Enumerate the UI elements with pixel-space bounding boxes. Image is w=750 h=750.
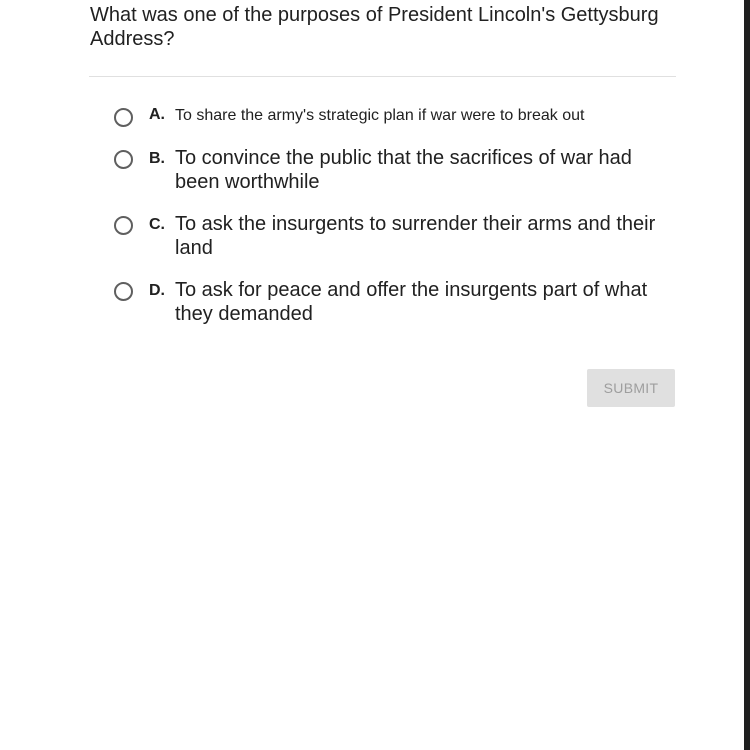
answer-option-d[interactable] — [114, 278, 674, 328]
option-text-d: To ask for peace and offer the insurgents part of what they demanded — [175, 279, 648, 325]
question-divider — [89, 76, 676, 77]
radio-button-d[interactable] — [114, 282, 133, 301]
option-letter-b: B. — [149, 150, 165, 167]
answer-option-c[interactable] — [114, 212, 674, 262]
question-text: What was one of the purposes of President Lincoln's Gettysburg Address? — [90, 4, 659, 50]
option-text-b: To convince the public that the sacrifices of war had been worthwhile — [175, 147, 632, 193]
window-edge — [744, 0, 750, 750]
option-letter-d: D. — [149, 282, 165, 299]
submit-button[interactable]: SUBMIT — [587, 369, 675, 407]
radio-button-b[interactable] — [114, 150, 133, 169]
answer-option-b[interactable] — [114, 146, 674, 196]
answer-option-a[interactable] — [114, 104, 674, 132]
option-letter-c: C. — [149, 216, 165, 233]
radio-button-c[interactable] — [114, 216, 133, 235]
radio-button-a[interactable] — [114, 108, 133, 127]
option-text-c: To ask the insurgents to surrender their arms and their land — [175, 213, 656, 259]
option-text-a: To share the army's strategic plan if war were to break out — [175, 107, 585, 124]
option-letter-a: A. — [149, 106, 165, 123]
